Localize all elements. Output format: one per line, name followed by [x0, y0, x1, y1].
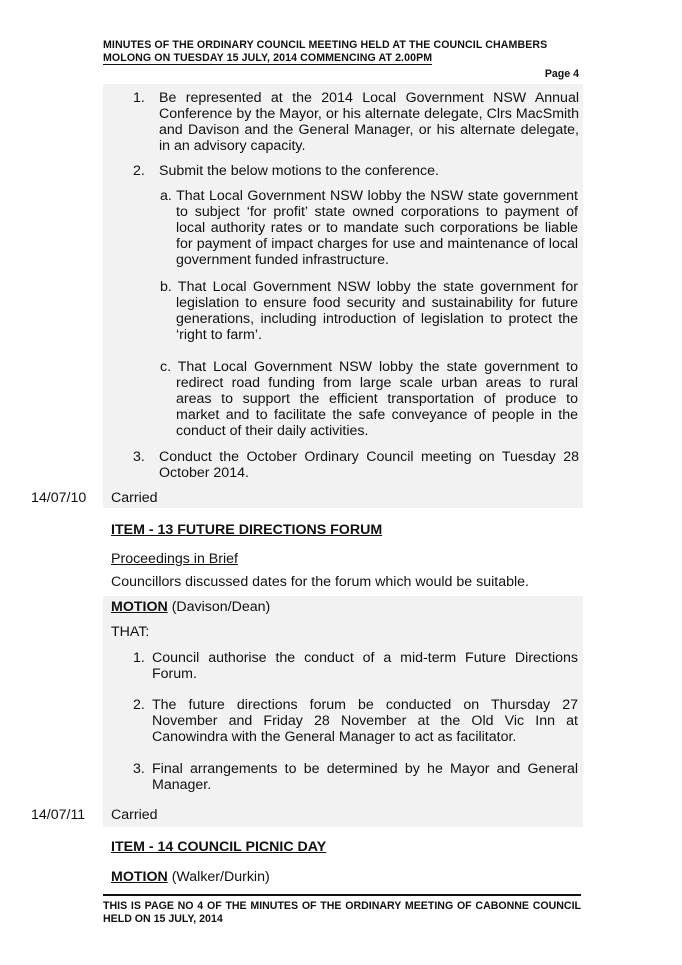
- page-header: [103, 39, 583, 65]
- point-1-number: 1.: [133, 650, 145, 666]
- resolution-status: Carried: [111, 490, 158, 506]
- motion-label-2: MOTION: [111, 869, 168, 885]
- resolution-status-2: Carried: [111, 807, 158, 823]
- header-line-1: MINUTES OF THE ORDINARY COUNCIL MEETING HELD AT THE COUNCIL CHAMBERS: [103, 39, 548, 51]
- proceedings-text: Councillors discussed dates for the forum which would be suitable.: [111, 574, 529, 590]
- sub-item-a: a. That Local Government NSW lobby the NSW state government to subject ‘for profit’ state owned corporations to payment of local authority rates or to mandate such corporations be liable for payment of impact charges for use and maintenance of local government funded infrastructure.: [160, 188, 578, 268]
- motion-line: [111, 599, 270, 615]
- point-3-text: Final arrangements to be determined by he Mayor and General Manager.: [152, 761, 578, 793]
- point-3-number: 3.: [133, 761, 145, 777]
- list-item-2-number: 2.: [133, 163, 145, 179]
- motion-label: MOTION: [111, 599, 168, 615]
- page-number: Page 4: [544, 68, 579, 80]
- resolution-number: 14/07/10: [31, 490, 87, 506]
- list-item-1-number: 1.: [133, 90, 145, 106]
- motion-movers-2: (Walker/Durkin): [167, 869, 270, 885]
- list-item-3-number: 3.: [133, 449, 145, 465]
- point-2-number: 2.: [133, 697, 145, 713]
- list-item-3-text: Conduct the October Ordinary Council meeting on Tuesday 28 October 2014.: [159, 449, 579, 481]
- list-item-2-text: Submit the below motions to the conference.: [159, 163, 439, 179]
- motion-line-2: [111, 869, 270, 885]
- header-line-2: MOLONG ON TUESDAY 15 JULY, 2014 COMMENCING AT 2.00PM: [103, 52, 433, 64]
- resolution-number-2: 14/07/11: [31, 807, 86, 823]
- list-item-1-text: Be represented at the 2014 Local Government NSW Annual Conference by the Mayor, or his alternate delegate, Clrs MacSmith and Davison and the General Manager, or his alternate delegate, in an advisory capacity.: [159, 90, 579, 154]
- sub-item-c: c. That Local Government NSW lobby the state government to redirect road funding from large scale urban areas to rural areas to support the efficient transportation of produce to market and to facilitate the safe conveyance of people in the conduct of their daily activities.: [160, 359, 578, 439]
- item-14-heading: ITEM - 14 COUNCIL PICNIC DAY: [111, 839, 327, 855]
- page-footer: THIS IS PAGE NO 4 OF THE MINUTES OF THE ORDINARY MEETING OF CABONNE COUNCIL HELD ON 15 JULY, 2014: [103, 900, 581, 925]
- item-13-heading: ITEM - 13 FUTURE DIRECTIONS FORUM: [111, 522, 383, 538]
- footer-rule: [103, 894, 581, 896]
- sub-item-b: b. That Local Government NSW lobby the state government for legislation to ensure food security and sustainability for future generations, including introduction of legislation to protect the ‘right to farm’.: [160, 279, 578, 343]
- motion-movers: (Davison/Dean): [167, 599, 271, 615]
- point-1-text: Council authorise the conduct of a mid-term Future Directions Forum.: [152, 650, 578, 682]
- proceedings-label: Proceedings in Brief: [111, 551, 238, 567]
- point-2-text: The future directions forum be conducted on Thursday 27 November and Friday 28 November at the Old Vic Inn at Canowindra with the General Manager to act as facilitator.: [152, 697, 578, 745]
- that-label: THAT:: [111, 624, 150, 640]
